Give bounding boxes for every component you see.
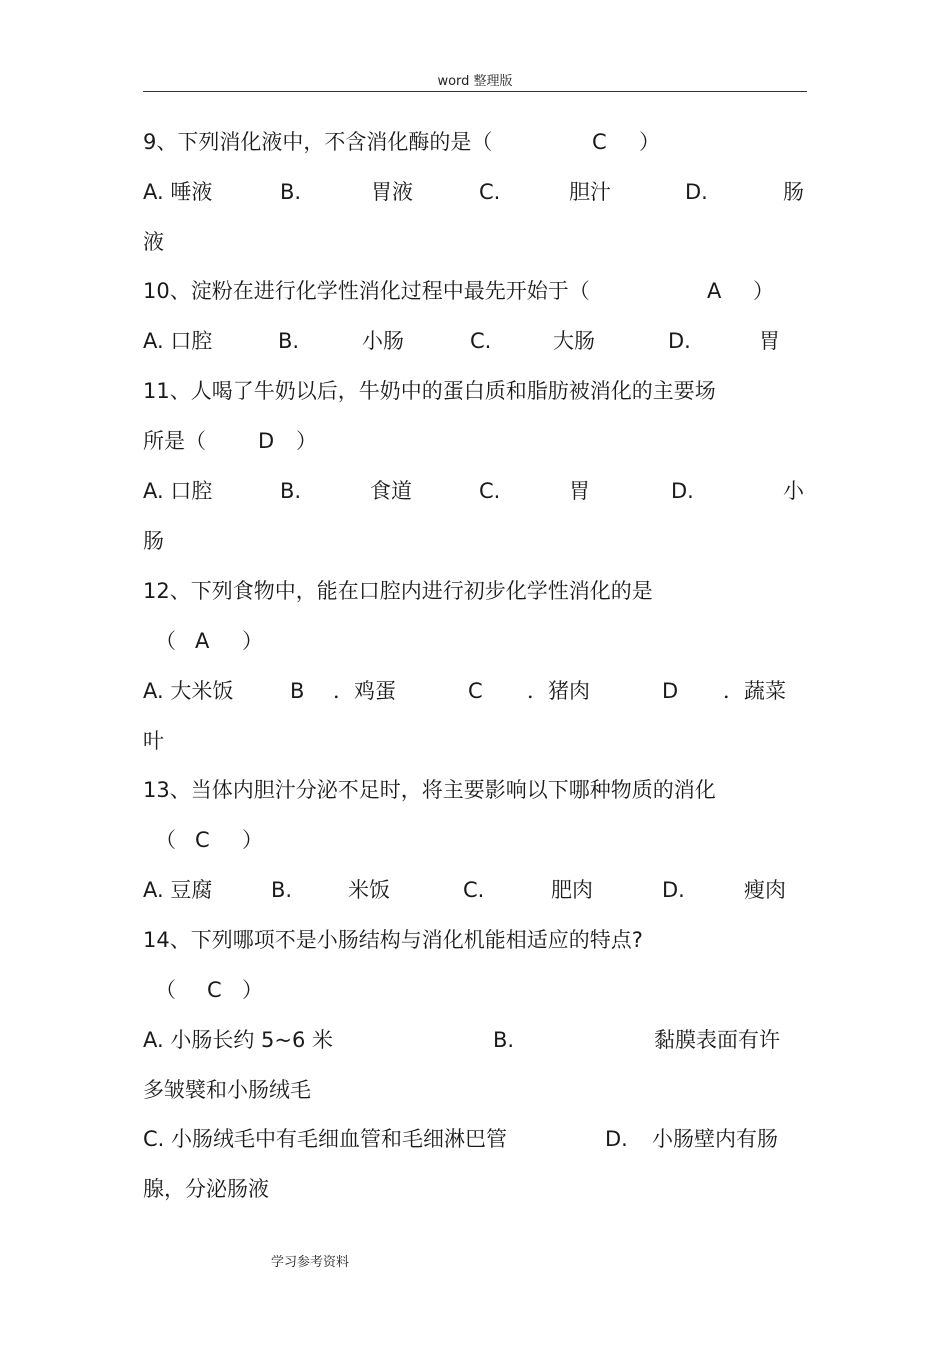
question-14-options-row-3: [143, 1126, 778, 1152]
question-13-close: ）: [242, 828, 263, 852]
question-13-open: （: [155, 828, 176, 852]
question-9-close: ）: [639, 130, 660, 154]
option-d-text: 小肠壁内有肠: [652, 1127, 778, 1151]
option-b-text: 胃液: [371, 180, 413, 204]
question-9-stem-line: [143, 129, 660, 155]
question-13-options: [143, 877, 786, 903]
option-c-text: 大肠: [553, 329, 595, 353]
question-13-stem-line: 13、当体内胆汁分泌不足时，将主要影响以下哪种物质的消化: [143, 778, 716, 802]
question-11-stem: 所是（: [143, 429, 206, 453]
option-d-text: 肠: [783, 180, 804, 204]
option-a: A. 口腔: [143, 479, 213, 503]
option-b-text: 黏膜表面有许: [654, 1028, 780, 1052]
question-11-stem-line-1: 11、人喝了牛奶以后，牛奶中的蛋白质和脂肪被消化的主要场: [143, 379, 716, 403]
option-d-text: ．蔬菜: [723, 679, 786, 703]
question-10-close: ）: [753, 279, 774, 303]
option-c-letter: C.: [479, 479, 501, 503]
question-12-close: ）: [242, 629, 263, 653]
question-14-close: ）: [242, 978, 263, 1002]
question-10-stem-line: [143, 278, 774, 304]
option-c-text: 肥肉: [551, 878, 593, 902]
option-d-letter: D.: [668, 329, 691, 353]
question-13-answer: C: [195, 828, 210, 852]
option-a: A. 小肠长约 5~6 米: [143, 1028, 334, 1052]
option-a: A. 口腔: [143, 329, 213, 353]
option-c: C. 小肠绒毛中有毛细血管和毛细淋巴管: [143, 1127, 508, 1151]
question-12-options-wrap: 叶: [143, 729, 164, 753]
option-d-letter: D.: [662, 878, 685, 902]
option-d-letter: D.: [685, 180, 708, 204]
option-d-letter: D.: [605, 1127, 628, 1151]
option-b-letter: B.: [493, 1028, 515, 1052]
option-d-text: 小: [783, 479, 804, 503]
option-c-text: 胃: [569, 479, 590, 503]
question-14-answer: C: [207, 978, 222, 1002]
question-9-options: [143, 179, 804, 205]
option-d-letter: D: [662, 679, 679, 703]
question-11-close: ）: [296, 429, 317, 453]
option-b-letter: B.: [271, 878, 293, 902]
question-9-stem: 9、下列消化液中，不含消化酶的是（: [143, 130, 493, 154]
question-10-answer: A: [707, 279, 722, 303]
header-divider: [143, 91, 807, 92]
option-b-letter: B: [290, 679, 305, 703]
option-d-text: 瘦肉: [744, 878, 786, 902]
option-b-letter: B.: [280, 180, 302, 204]
question-11-options: [143, 478, 804, 504]
question-11-stem-line-2: [143, 428, 317, 454]
option-c-letter: C.: [470, 329, 492, 353]
option-c-text: 胆汁: [569, 180, 611, 204]
question-12-stem-line: 12、下列食物中，能在口腔内进行初步化学性消化的是: [143, 579, 653, 603]
question-14-stem-line: 14、下列哪项不是小肠结构与消化机能相适应的特点?: [143, 928, 643, 952]
question-10-stem: 10、淀粉在进行化学性消化过程中最先开始于（: [143, 279, 590, 303]
question-14-options-row-4: 腺，分泌肠液: [143, 1177, 269, 1201]
question-14-options-row-2: 多皱襞和小肠绒毛: [143, 1078, 311, 1102]
option-d-letter: D.: [671, 479, 694, 503]
option-b-text: 食道: [370, 479, 412, 503]
question-10-options: [143, 328, 780, 354]
question-11-options-wrap: 肠: [143, 529, 164, 553]
option-b-text: 小肠: [362, 329, 404, 353]
question-9-answer: C: [592, 130, 607, 154]
option-d-text: 胃: [759, 329, 780, 353]
question-14-options-row-1: [143, 1027, 780, 1053]
option-a: A. 大米饭: [143, 679, 234, 703]
option-c-letter: C.: [463, 878, 485, 902]
question-9-options-wrap: 液: [143, 230, 164, 254]
question-12-options: [143, 678, 786, 704]
option-b-letter: B.: [280, 479, 302, 503]
question-12-open: （: [155, 629, 176, 653]
option-a: A. 豆腐: [143, 878, 213, 902]
option-c-letter: C: [468, 679, 483, 703]
page-header: word 整理版: [437, 74, 513, 89]
option-a: A. 唾液: [143, 180, 213, 204]
option-b-text: ．鸡蛋: [333, 679, 396, 703]
question-14-open: （: [155, 978, 176, 1002]
option-b-letter: B.: [278, 329, 300, 353]
page-footer: 学习参考资料: [271, 1255, 350, 1270]
option-b-text: 米饭: [348, 878, 390, 902]
question-12-answer: A: [195, 629, 210, 653]
option-c-letter: C.: [479, 180, 501, 204]
question-11-answer: D: [258, 429, 275, 453]
option-c-text: ．猪肉: [527, 679, 590, 703]
